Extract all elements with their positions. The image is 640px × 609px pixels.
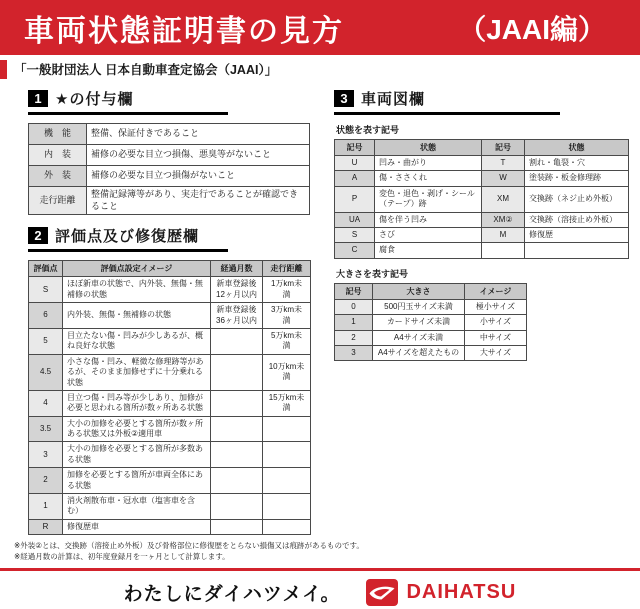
table-cell [211, 354, 263, 390]
table-cell: 内外装、無傷・無補修の状態 [63, 303, 211, 329]
table-cell: 目立たない傷・凹みが少しあるが、概ね良好な状態 [63, 328, 211, 354]
table-cell: S [29, 277, 63, 303]
table-cell: XM [482, 186, 525, 212]
left-column [28, 82, 314, 535]
table-cell: 機 能 [29, 124, 87, 145]
section-header-star [28, 88, 228, 115]
table-header-row [335, 283, 527, 299]
column-header: 状態 [375, 140, 482, 156]
table-cell: 小サイズ [465, 315, 527, 330]
table-row [335, 330, 527, 345]
table-cell: 傷を伴う凹み [375, 212, 482, 227]
table-cell: R [29, 519, 63, 534]
table-cell [482, 243, 525, 258]
red-accent-bar [0, 60, 7, 79]
table-cell: 5 [29, 328, 63, 354]
section-number-badge: 3 [334, 90, 354, 107]
table-row [29, 390, 311, 416]
section-header-diagram [334, 88, 560, 115]
table-cell: 15万km未満 [263, 390, 311, 416]
size-symbol-table [334, 283, 527, 362]
table-cell: 1 [335, 315, 373, 330]
table-cell: 小さな傷・凹み、軽微な修理跡等があるが、そのまま加修せずに十分乗れる状態 [63, 354, 211, 390]
table-cell: 塗装跡・板金修理跡 [525, 171, 629, 186]
table-cell: A4サイズ未満 [373, 330, 465, 345]
table-row [335, 171, 629, 186]
table-cell: 4 [29, 390, 63, 416]
table-cell: S [335, 227, 375, 242]
daihatsu-slogan: わたしにダイハツメイ。 [123, 583, 341, 605]
table-row [335, 212, 629, 227]
organization-subtitle: 「一般財団法人 日本自動車査定協会（JAAI）」 [14, 63, 278, 77]
table-row [335, 227, 629, 242]
table-cell: 消火剤散布車・冠水車（塩害車を含む） [63, 494, 211, 520]
grade-history-table [28, 260, 311, 535]
table-cell: T [482, 156, 525, 171]
table-row [29, 277, 311, 303]
table-cell: 凹み・曲がり [375, 156, 482, 171]
state-symbol-table [334, 139, 629, 259]
table-cell: さび [375, 227, 482, 242]
table-row [29, 187, 310, 215]
table-header-row [335, 140, 629, 156]
table-cell: 極小サイズ [465, 299, 527, 314]
table-row [29, 468, 311, 494]
table-row [29, 303, 311, 329]
table-cell: 5万km未満 [263, 328, 311, 354]
table-cell: U [335, 156, 375, 171]
column-header: 記号 [335, 140, 375, 156]
table-cell [211, 519, 263, 534]
table-cell: 整備記録簿等があり、実走行であることが確認できること [87, 187, 310, 215]
table-cell: 4.5 [29, 354, 63, 390]
table-row [29, 354, 311, 390]
table-row [29, 124, 310, 145]
table-row [29, 494, 311, 520]
section-number-badge: 2 [28, 227, 48, 244]
table-cell [263, 494, 311, 520]
table-cell: 割れ・亀裂・穴 [525, 156, 629, 171]
table-cell: ほぼ新車の状態で、内外装、無傷・無補修の状態 [63, 277, 211, 303]
table-cell: 傷・ささくれ [375, 171, 482, 186]
table-cell: 整備、保証付きであること [87, 124, 310, 145]
table-row [29, 519, 311, 534]
table-cell [263, 519, 311, 534]
table-cell: 修復歴車 [63, 519, 211, 534]
table-cell [263, 468, 311, 494]
table-cell: 3 [29, 442, 63, 468]
table-cell: 腐食 [375, 243, 482, 258]
column-header: 状態 [525, 140, 629, 156]
column-header: 大きさ [373, 283, 465, 299]
table-cell: 2 [335, 330, 373, 345]
column-header: 記号 [335, 283, 373, 299]
table-row [335, 315, 527, 330]
footnotes [0, 535, 640, 562]
page-title-edition: （JAAI編） [458, 13, 606, 45]
table-cell: P [335, 186, 375, 212]
column-header: 評価点 [29, 261, 63, 277]
right-column [334, 82, 629, 535]
table-cell: A4サイズを超えたもの [373, 345, 465, 360]
table-cell: 新車登録後12ヶ月以内 [211, 277, 263, 303]
table-header-row [29, 261, 311, 277]
daihatsu-logo-icon [366, 579, 398, 606]
table-cell: 目立つ傷・凹み等が少しあり、加修が必要と思われる箇所が数ヶ所ある状態 [63, 390, 211, 416]
column-header: 評価点設定イメージ [63, 261, 211, 277]
daihatsu-wordmark: DAIHATSU [406, 580, 517, 603]
table-row [335, 299, 527, 314]
table-cell [211, 390, 263, 416]
table-cell: 補修の必要な目立つ損傷、悪臭等がないこと [87, 145, 310, 166]
table-cell: 補修の必要な目立つ損傷がないこと [87, 166, 310, 187]
footnote-line: ※外装②とは、交換跡（溶接止め外板）及び骨格部位に修復歴をとらない損傷又は痕跡があるものです。 [14, 541, 364, 551]
footnote-line: ※経過月数の計算は、初年度登録月を一ヶ月として計算します。 [14, 551, 230, 561]
state-symbol-caption: 状態を表す記号 [336, 125, 400, 135]
table-cell: C [335, 243, 375, 258]
footer [0, 571, 640, 609]
table-cell: 1万km未満 [263, 277, 311, 303]
table-row [335, 345, 527, 360]
table-cell: M [482, 227, 525, 242]
title-banner [0, 0, 640, 55]
content-columns [0, 80, 640, 535]
table-cell [211, 328, 263, 354]
table-cell [525, 243, 629, 258]
table-cell: 中サイズ [465, 330, 527, 345]
column-header: イメージ [465, 283, 527, 299]
table-row [335, 156, 629, 171]
table-cell: 1 [29, 494, 63, 520]
table-cell: 交換跡（ネジ止め外板） [525, 186, 629, 212]
page-title: 車両状態証明書の見方 [24, 14, 344, 48]
table-row [29, 145, 310, 166]
size-symbol-caption: 大きさを表す記号 [336, 268, 409, 279]
table-cell: 走行距離 [29, 187, 87, 215]
table-cell: 大小の加修を必要とする箇所が数ヶ所ある状態又は外板②適用車 [63, 416, 211, 442]
column-header: 記号 [482, 140, 525, 156]
column-header: 経過月数 [211, 261, 263, 277]
daihatsu-brand [366, 579, 516, 606]
table-cell: 3.5 [29, 416, 63, 442]
section-title: ★の付与欄 [55, 91, 134, 108]
table-cell [211, 416, 263, 442]
table-cell: 6 [29, 303, 63, 329]
table-row [29, 416, 311, 442]
table-cell: 変色・退色・剥げ・シール（テープ）跡 [375, 186, 482, 212]
section-title: 車両図欄 [361, 91, 426, 108]
table-cell: 0 [335, 299, 373, 314]
table-cell: 修復歴 [525, 227, 629, 242]
section-header-grade [28, 225, 228, 252]
star-criteria-table [28, 123, 310, 215]
table-cell [211, 468, 263, 494]
column-header: 走行距離 [263, 261, 311, 277]
table-cell: 大サイズ [465, 345, 527, 360]
table-cell: 新車登録後36ヶ月以内 [211, 303, 263, 329]
table-cell: カードサイズ未満 [373, 315, 465, 330]
table-cell [211, 442, 263, 468]
table-cell: 外 装 [29, 166, 87, 187]
table-cell: 500円玉サイズ未満 [373, 299, 465, 314]
section-number-badge: 1 [28, 90, 48, 107]
table-cell: A [335, 171, 375, 186]
table-cell [211, 494, 263, 520]
table-cell: W [482, 171, 525, 186]
table-cell [263, 442, 311, 468]
table-cell: 内 装 [29, 145, 87, 166]
table-row [29, 442, 311, 468]
table-cell: 2 [29, 468, 63, 494]
subtitle-row [0, 60, 640, 80]
table-cell: 加修を必要とする箇所が車両全体にある状態 [63, 468, 211, 494]
section-title: 評価点及び修復歴欄 [55, 228, 200, 246]
table-row [29, 166, 310, 187]
table-cell [263, 416, 311, 442]
table-cell: 3万km未満 [263, 303, 311, 329]
table-cell: 大小の加修を必要とする箇所が多数ある状態 [63, 442, 211, 468]
table-row [335, 243, 629, 258]
table-cell: XM② [482, 212, 525, 227]
table-cell: 3 [335, 345, 373, 360]
table-row [29, 328, 311, 354]
table-cell: UA [335, 212, 375, 227]
table-row [335, 186, 629, 212]
table-cell: 10万km未満 [263, 354, 311, 390]
table-cell: 交換跡（溶接止め外板） [525, 212, 629, 227]
